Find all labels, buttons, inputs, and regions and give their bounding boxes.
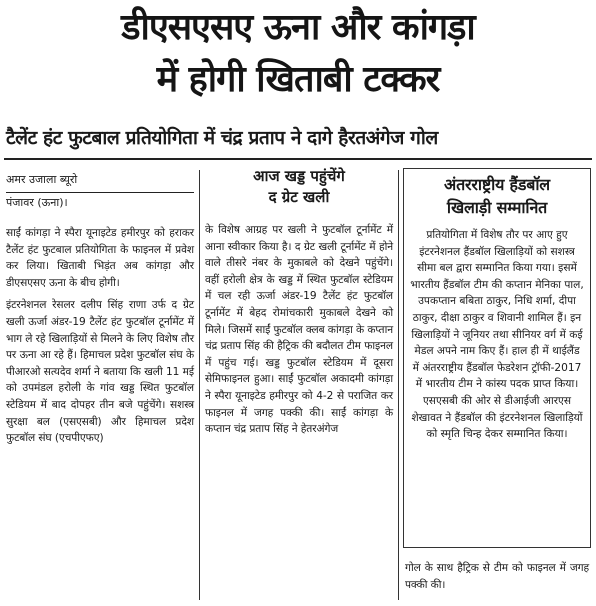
column-2-para-1: के विशेष आग्रह पर खली ने फुटबॉल टूर्नामेंट में आना स्वीकार किया है। द ग्रेट खली टूर्नामेंट में होने वाले तीसरे नंबर के मुकाबले को देखने पहुंचेंगे। वहीं हरोली क्षेत्र के खड्ड में स्थित फुटबॉल स्टेडियम में चल रही ऊर्जा अंडर-19 टैलेंट हंट फुटबॉल टूर्नामेंट में बेहद रोमांचकारी मुकाबले देखने को मिले। जिसमें साईं फुटबॉल क्लब कांगड़ा के कप्तान चंद्र प्रताप सिंह की हैट्रिक की बदौलत टीम फाइनल में पहुंच गई। खड्ड फुटबॉल स्टेडियम में दूसरा सेमिफाइनल हुआ। साईं फुटबॉल अकादमी कांगड़ा ने स्पैरा यूनाइटेड हमीरपुर को 4-2 से पराजित कर फाइनल में जगह पक्की की। साईं कांगड़ा के कप्तान चंद्र प्रताप सिंह ने हेतरअंगेज	[205, 224, 393, 436]
subheadline: टैलेंट हंट फुटबाल प्रतियोगिता में चंद्र प्रताप ने दागे हैरतअंगेज गोल	[6, 127, 438, 149]
column-2-heading-line-2: द ग्रेट खली	[268, 188, 330, 206]
handball-sidebar-box	[403, 168, 591, 548]
column-3-tail: गोल के साथ हैट्रिक से टीम को फाइनल में जगह पक्की की।	[405, 562, 589, 591]
column-2-body	[205, 222, 393, 438]
column-1-para-1: साईं कांगड़ा ने स्पैरा यूनाइटेड हमीरपुर को हराकर टैलेंट हंट फुटबाल प्रतियोगिता के फाइनल में प्रवेश कर लिया। खिताबी भिड़ंत अब कांगड़ा और डीएसएसए ऊना के बीच होगी।	[6, 227, 194, 289]
headline-line-2: में होगी खिताबी टक्कर	[156, 59, 440, 100]
column-2-heading-line-1: आज खड्ड पहुंचेंगे	[253, 167, 345, 185]
subheadline-rule	[4, 158, 592, 160]
box-heading-line-1: अंतरराष्ट्रीय हैंडबॉल	[444, 175, 550, 194]
column-1	[6, 172, 194, 453]
byline-rule	[6, 192, 194, 193]
byline-agency: अमर उजाला ब्यूरो	[6, 173, 78, 186]
box-text: प्रतियोगिता में विशेष तौर पर आए हुए इंटरनेशनल हैंडबॉल खिलाड़ियों को सशस्त्र सीमा बल द्वारा सम्मानित किया गया। इसमें भारतीय हैंडबॉल टीम की कप्तान मेनिका पाल, उपकप्तान बबिता ठाकुर, निधि शर्मा, दीपा ठाकुर, दीक्षा ठाकुर व शिवानी शामिल हैं। इन खिलाड़ियों ने जूनियर तथा सीनियर वर्ग में कई मेडल अपने नाम किए हैं। हाल ही में थाईलैंड में अंतरराष्ट्रीय हैंडबॉल फेडरेशन ट्रॉफी-2017 में भारतीय टीम ने कांस्य पदक प्राप्त किया। एसएसबी की ओर से डीआईजी आरएस शेखावत ने हैंडबॉल की इंटरनेशनल खिलाड़ियों को स्मृति चिन्ह देकर सम्मानित किया।	[410, 229, 584, 441]
column-2	[205, 166, 393, 444]
byline-dateline: पंजावर (ऊना)।	[6, 196, 68, 209]
box-heading-line-2: खिलाड़ी सम्मानित	[446, 198, 548, 217]
column-1-body	[6, 225, 194, 447]
column-divider-2	[398, 170, 399, 600]
column-1-para-2: इंटरनेशनल रेसलर दलीप सिंह राणा उर्फ द ग्रेट खली ऊर्जा अंडर-19 टैलेंट हंट फुटबॉल टूर्नामेंट में भाग ले रहे खिलाड़ियों से मिलने के लिए विशेष तौर पर ऊना आ रहे हैं। हिमाचल प्रदेश फुटबॉल संघ के पीआरओ सत्यदेव शर्मा ने बताया कि खली 11 मई को उपमंडल हरोली के गांव खड्ड स्थित फुटबॉल स्टेडियम में बाद दोपहर तीन बजे पहुंचेंगे। सशस्त्र सुरक्षा बल (एसएसबी) और हिमाचल प्रदेश फुटबॉल संघ (एचपीएफए)	[6, 299, 194, 445]
column-divider-1	[199, 170, 200, 600]
headline-line-1: डीएसएसए ऊना और कांगड़ा	[121, 7, 475, 48]
